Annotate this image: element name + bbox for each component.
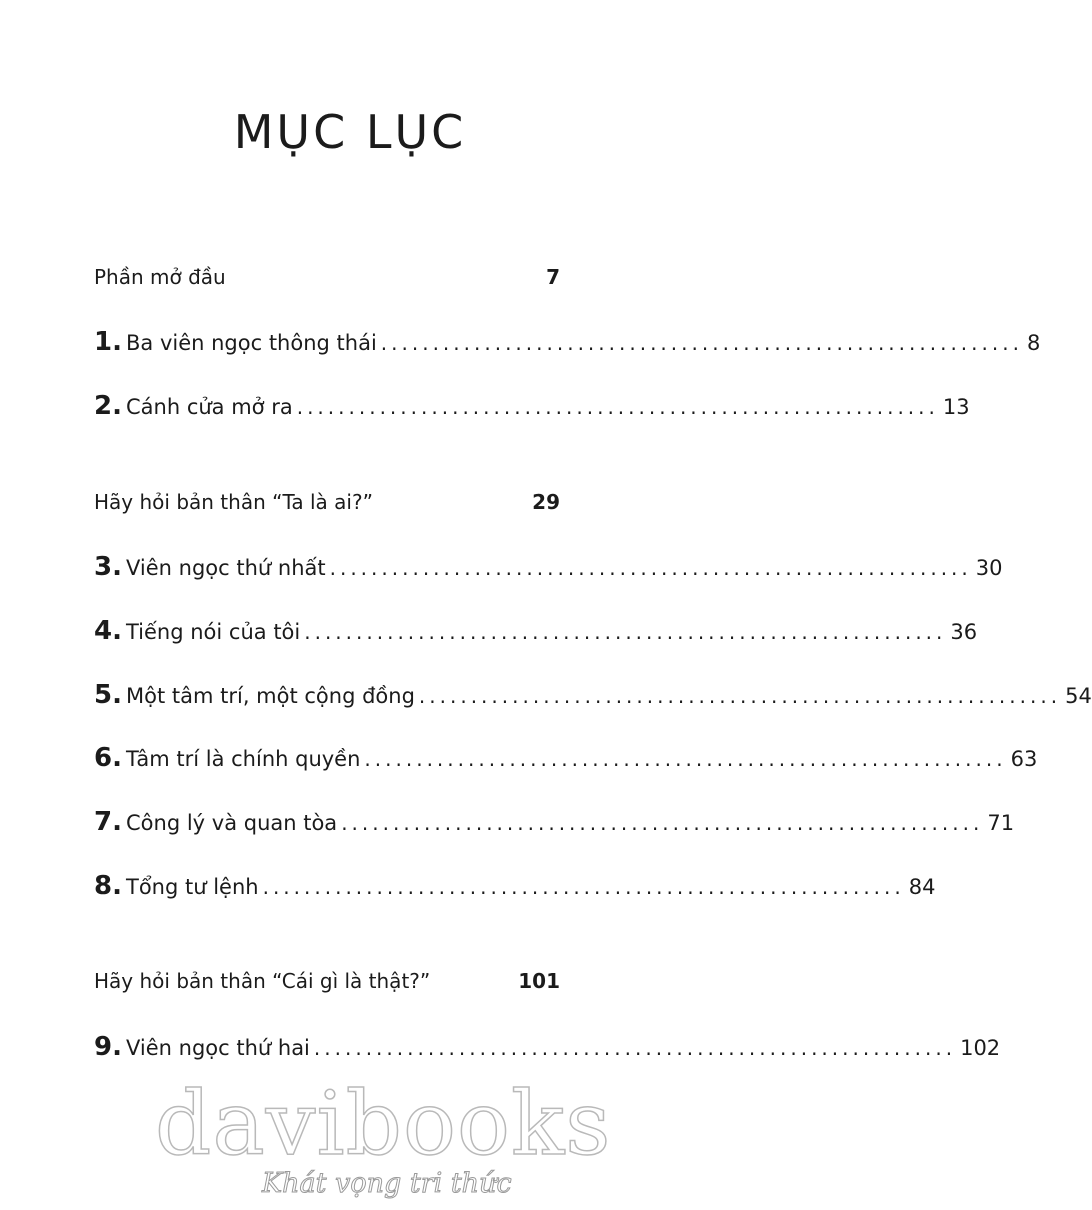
toc-entry [94, 552, 1003, 582]
leader-dots: .............................................................. [380, 331, 1023, 355]
toc-entry [94, 871, 936, 901]
leader-dots: .............................................................. [418, 684, 1062, 708]
entry-number: 1. [94, 327, 122, 357]
entry-page: 8 [1026, 331, 1041, 355]
toc-entry [94, 391, 970, 421]
leader-dots: .............................................................. [313, 1036, 957, 1060]
toc-entry [94, 743, 1038, 773]
entry-number: 9. [94, 1032, 122, 1062]
entry-page: 54 [1065, 684, 1092, 708]
watermark-brand: davibooks [155, 1072, 612, 1175]
entry-page: 71 [987, 811, 1015, 835]
section-label: Hãy hỏi bản thân “Cái gì là thật?” [94, 969, 431, 993]
entry-label: Ba viên ngọc thông thái [126, 331, 377, 355]
entry-number: 7. [94, 807, 122, 837]
section-page: 101 [518, 969, 560, 993]
leader-dots: .............................................................. [364, 747, 1007, 771]
toc-entry [94, 680, 1092, 710]
entry-label: Viên ngọc thứ hai [126, 1036, 310, 1060]
leader-dots: .............................................................. [262, 875, 905, 899]
entry-number: 6. [94, 743, 122, 773]
toc-entry [94, 807, 1015, 837]
entry-number: 3. [94, 552, 122, 582]
entry-page: 63 [1010, 747, 1038, 771]
toc-entry [94, 327, 1041, 357]
leader-dots: .............................................................. [329, 556, 972, 580]
section-who-am-i [94, 490, 560, 514]
section-what-is-real [94, 969, 560, 993]
entry-page: 84 [908, 875, 936, 899]
toc-entry [94, 1032, 1001, 1062]
entry-label: Tổng tư lệnh [126, 875, 259, 899]
entry-page: 30 [975, 556, 1003, 580]
entry-page: 102 [960, 1036, 1001, 1060]
leader-dots: .............................................................. [304, 620, 947, 644]
watermark-tagline: Khát vọng tri thức [262, 1168, 512, 1199]
leader-dots: .............................................................. [341, 811, 984, 835]
entry-page: 13 [942, 395, 970, 419]
entry-number: 4. [94, 616, 122, 646]
entry-number: 8. [94, 871, 122, 901]
entry-page: 36 [950, 620, 978, 644]
entry-label: Cánh cửa mở ra [126, 395, 293, 419]
section-page: 29 [532, 490, 560, 514]
entry-label: Tâm trí là chính quyền [126, 747, 361, 771]
entry-label: Viên ngọc thứ nhất [126, 556, 326, 580]
entry-number: 5. [94, 680, 122, 710]
section-intro [94, 265, 560, 289]
section-page: 7 [546, 265, 560, 289]
page-title: MỤC LỤC [233, 105, 467, 159]
entry-label: Công lý và quan tòa [126, 811, 338, 835]
leader-dots: .............................................................. [296, 395, 939, 419]
toc-entry [94, 616, 978, 646]
entry-label: Một tâm trí, một cộng đồng [126, 684, 415, 708]
section-label: Hãy hỏi bản thân “Ta là ai?” [94, 490, 373, 514]
section-label: Phần mở đầu [94, 265, 226, 289]
entry-label: Tiếng nói của tôi [126, 620, 301, 644]
entry-number: 2. [94, 391, 122, 421]
